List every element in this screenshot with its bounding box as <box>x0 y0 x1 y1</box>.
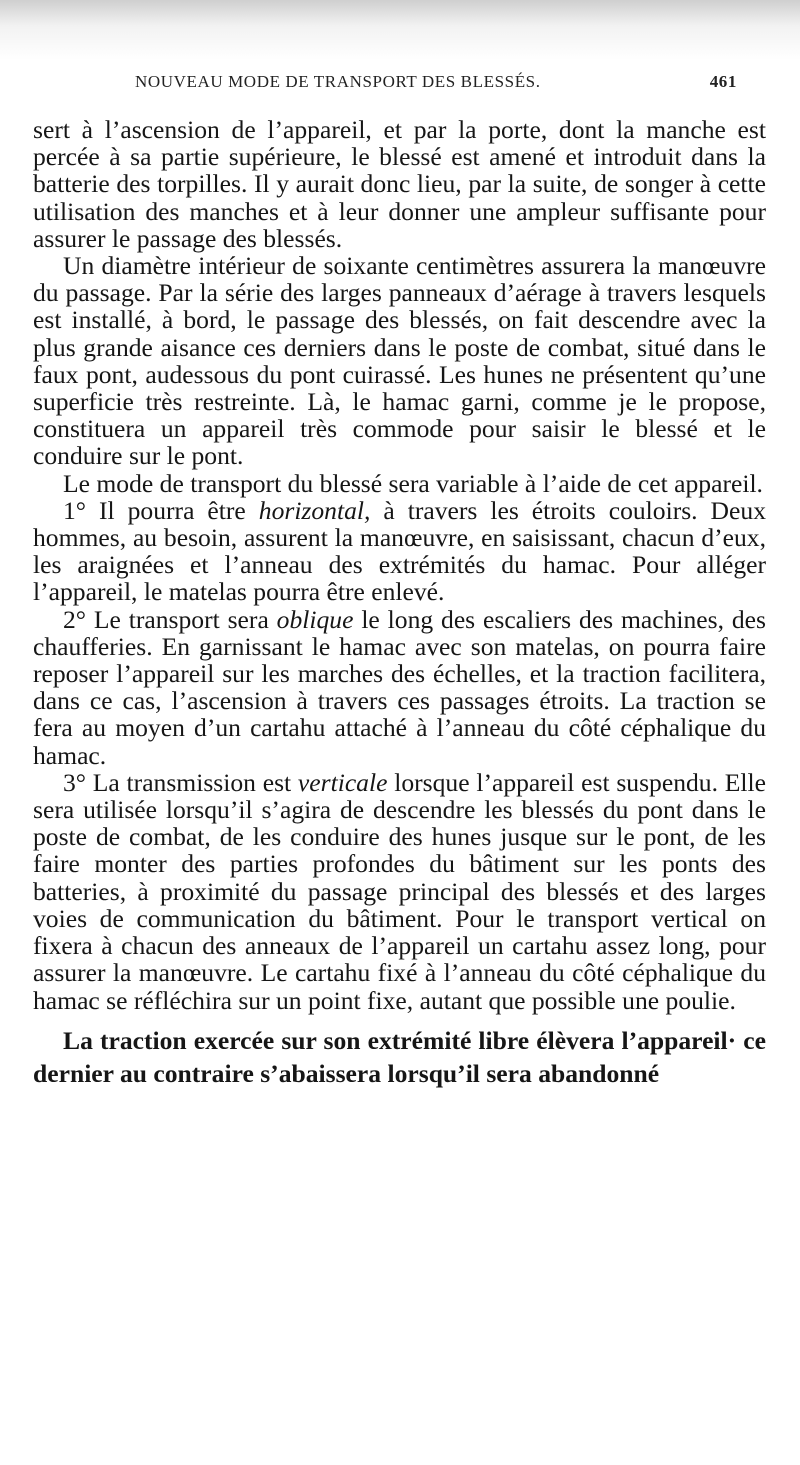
paragraph-diameter: Un diamètre intérieur de soixante centimètres assurera la manœuvre du passage. Par la série des larges panneaux d’aérage à travers lesquels est installé, à bord, le passage des blessés, on fait descendre avec la plus grande aisance ces derniers dans le poste de combat, situé dans le faux pont, audessous du pont cuirassé. Les hunes ne présentent qu’une superficie très restreinte. Là, le hamac garni, comme je le propose, constituera un appareil très commode pour saisir le blessé et le conduire sur le pont. <box>33 251 766 471</box>
item-1-prefix: 1° Il pourra être <box>63 495 259 525</box>
item-3-emphasis: verticale <box>297 767 388 797</box>
item-1-text: à travers les étroits couloirs. Deux hommes, au besoin, assurent la manœuvre, en saisissant, chacun d’eux, les araignées et l’anneau des extrémités du hamac. Pour alléger l’appareil, le matelas pourra être enlevé. <box>33 495 766 607</box>
item-1-emphasis: horizontal, <box>258 495 371 525</box>
item-3-text: lorsque l’appareil est suspendu. Elle sera utilisée lorsqu’il s’agira de descendre les blessés du pont dans le poste de combat, de les conduire des hunes jusque sur le pont, de les faire monter des parties profondes du bâtiment sur les ponts des batteries, à proximité du passage principal des blessés et des larges voies de communication du bâtiment. Pour le transport vertical on fixera à chacun des anneaux de l’appareil un cartahu assez long, pour assurer la manœuvre. Le cartahu fixé à l’anneau du côté céphalique du hamac se réfléchira sur un point fixe, autant que possible une poulie. <box>33 767 766 1015</box>
item-2-text: le long des escaliers des machines, des chaufferies. En garnissant le hamac avec son matelas, on pourra faire reposer l’appareil sur les marches des échelles, et la traction facilitera, dans ce cas, l’ascension à travers ces passages étroits. La traction se fera au moyen d’un cartahu attaché à l’anneau du côté céphalique du hamac. <box>33 604 766 770</box>
paragraph-continuation: sert à l’ascension de l’appareil, et par la porte, dont la manche est percée à sa partie supérieure, le blessé est amené et introduit dans la batterie des torpilles. Il y aurait donc lieu, par la suite, de songer à cette utilisation des manches et à leur donner une ampleur suffisante pour assurer le passage des blessés. <box>33 115 766 253</box>
paragraph-traction: La traction exercée sur son extrémité libre élèvera l’appareil· ce dernier au contraire s’abaissera lorsqu’il sera abandonné <box>33 1025 766 1088</box>
item-3-prefix: 3° La transmission est <box>63 767 298 797</box>
body-text <box>33 116 766 1090</box>
paragraph-vertical <box>33 769 766 1014</box>
item-2-prefix: 2° Le transport sera <box>63 604 277 634</box>
page-number: 461 <box>709 72 737 91</box>
paragraph-oblique <box>33 606 766 769</box>
item-2-emphasis: oblique <box>276 604 354 634</box>
page-header <box>135 72 735 102</box>
running-title: NOUVEAU MODE DE TRANSPORT DES BLESSÉS. <box>135 72 541 91</box>
paragraph-horizontal <box>33 497 766 606</box>
paragraph-transport-mode: Le mode de transport du blessé sera variable à l’aide de cet appareil. <box>63 468 763 498</box>
